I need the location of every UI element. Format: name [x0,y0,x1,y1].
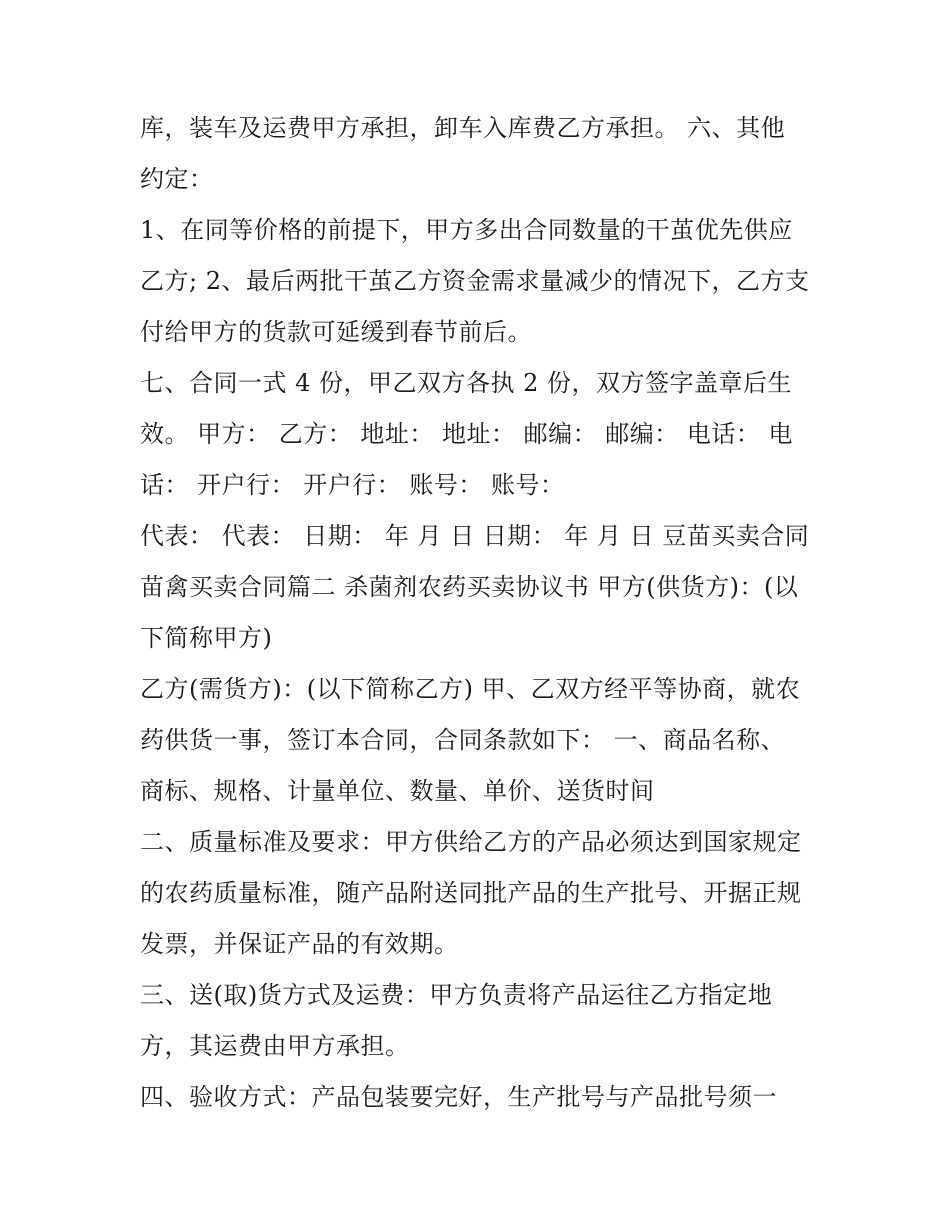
text-line: 的农药质量标准，随产品附送同批产品的生产批号、开据正规 [140,879,802,907]
text-line: 话： 开户行： 开户行： 账号： 账号： [140,471,565,499]
text-line: 发票，并保证产品的有效期。 [140,930,459,958]
text-line: 下简称甲方) [140,624,273,652]
text-line: 乙方(需货方)：(以下简称乙方) 甲、乙双方经平等协商，就农 [140,675,801,703]
text-line: 三、送(取)货方式及运费：甲方负责将产品运往乙方指定地 [140,981,773,1009]
text-line: 约定： [140,165,214,193]
text-line: 代表： 代表： 日期： 年 月 日 日期： 年 月 日 豆苗买卖合同 [140,522,810,550]
text-line: 苗禽买卖合同篇二 杀菌剂农药买卖协议书 甲方(供货方)：(以 [140,573,799,601]
text-line: 二、质量标准及要求：甲方供给乙方的产品必须达到国家规定 [140,828,802,856]
text-line: 药供货一事，签订本合同，合同条款如下： 一、商品名称、 [140,726,786,754]
text-line: 七、合同一式 4 份，甲乙双方各执 2 份，双方签字盖章后生 [140,369,793,397]
text-line: 乙方; 2、最后两批干茧乙方资金需求量减少的情况下，乙方支 [140,267,810,295]
text-line: 方，其运费由甲方承担。 [140,1032,410,1060]
text-line: 1、在同等价格的前提下，甲方多出合同数量的干茧优先供应 [140,216,793,244]
document-body [140,103,820,1123]
text-line: 库，装车及运费甲方承担，卸车入库费乙方承担。 六、其他 [140,114,786,142]
text-line: 商标、规格、计量单位、数量、单价、送货时间 [140,777,655,805]
text-line: 四、验收方式：产品包装要完好，生产批号与产品批号须一 [140,1083,777,1111]
text-line: 付给甲方的货款可延缓到春节前后。 [140,318,532,346]
text-line: 效。 甲方： 乙方： 地址： 地址： 邮编： 邮编： 电话： 电 [140,420,794,448]
